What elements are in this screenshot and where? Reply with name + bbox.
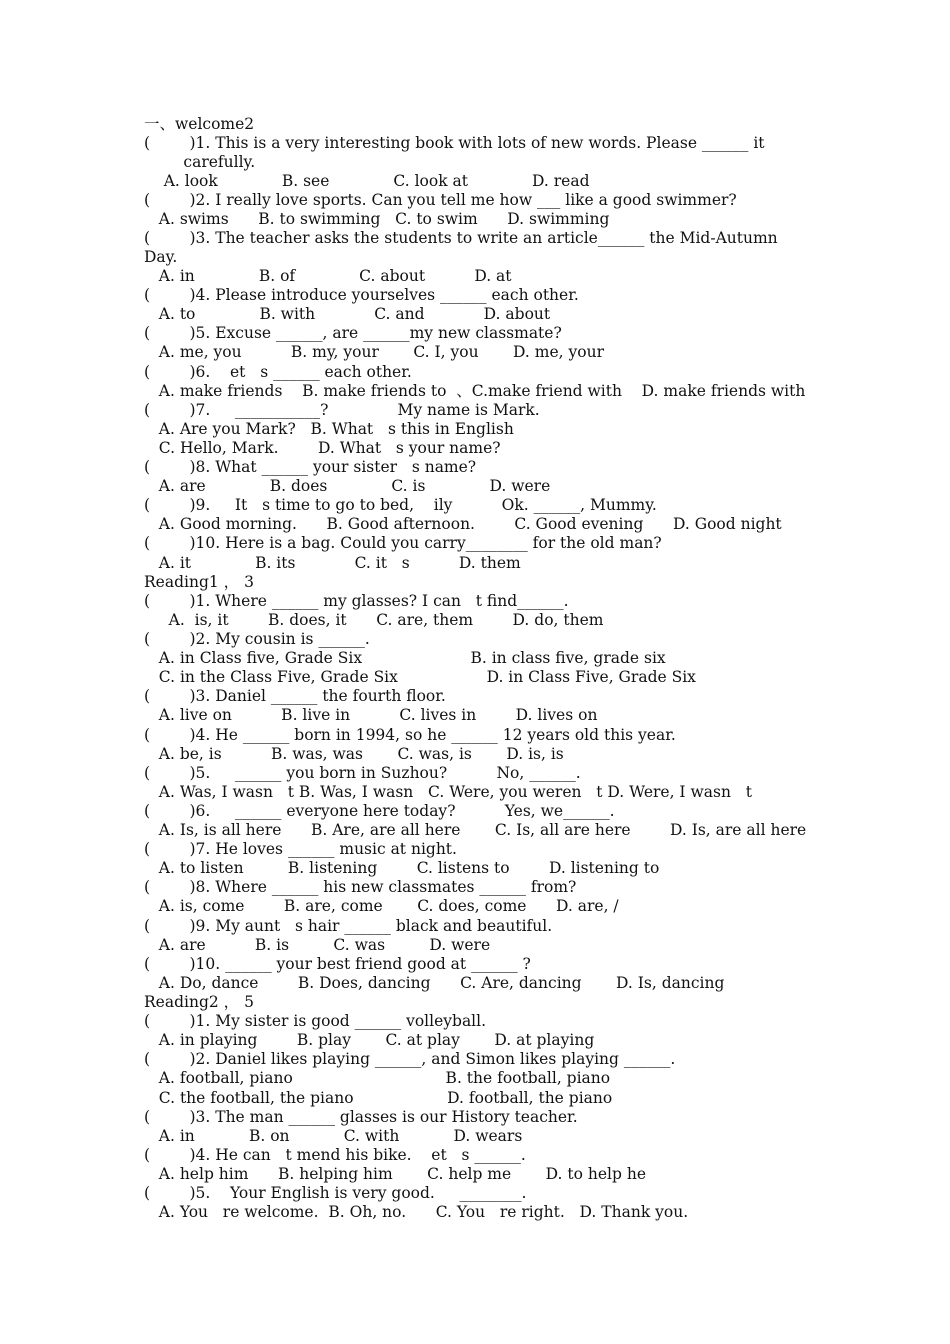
options-line: A. swims B. to swimming C. to swim D. swimming: [144, 210, 610, 228]
question-line: ( )2. Daniel likes playing ______, and Simon likes playing ______.: [144, 1050, 676, 1068]
options-line: A. to B. with C. and D. about: [144, 305, 551, 323]
question-line: ( )5. ______ you born in Suzhou? No, ______.: [144, 764, 581, 782]
question-line: ( )1. This is a very interesting book with lots of new words. Please ______ it: [144, 134, 765, 152]
question-line: ( )9. My aunt s hair ______ black and beautiful.: [144, 917, 553, 935]
options-line: A. Do, dance B. Does, dancing C. Are, dancing D. Is, dancing: [144, 974, 725, 992]
question-line: ( )7. ___________? My name is Mark.: [144, 401, 540, 419]
question-line: ( )3. The man ______ glasses is our History teacher.: [144, 1108, 578, 1126]
options-line: A. Was, I wasn t B. Was, I wasn C. Were, you weren t D. Were, I wasn t: [144, 783, 752, 801]
options-line: A. in B. of C. about D. at: [144, 267, 512, 285]
options-line: A. are B. does C. is D. were: [144, 477, 551, 495]
question-line: ( )10. ______ your best friend good at ______ ?: [144, 955, 531, 973]
options-line: A. is, it B. does, it C. are, them D. do, them: [144, 611, 604, 629]
options-line: A. Is, is all here B. Are, are all here C. Is, all are here D. Is, are all here: [144, 821, 807, 839]
question-line: ( )1. My sister is good ______ volleyball.: [144, 1012, 487, 1030]
options-line: C. Hello, Mark. D. What s your name?: [144, 439, 501, 457]
question-line: ( )4. He ______ born in 1994, so he ______ 12 years old this year.: [144, 726, 676, 744]
options-line: A. Good morning. B. Good afternoon. C. Good evening D. Good night: [144, 515, 782, 533]
options-line: A. help him B. helping him C. help me D. to help he: [144, 1165, 647, 1183]
question-line: carefully.: [144, 153, 256, 171]
question-line: ( )10. Here is a bag. Could you carry________ for the old man?: [144, 534, 662, 552]
options-line: A. be, is B. was, was C. was, is D. is, is: [144, 745, 564, 763]
options-line: A. You re welcome. B. Oh, no. C. You re right. D. Thank you.: [144, 1203, 689, 1221]
question-line: Day.: [144, 248, 178, 266]
question-line: ( )5. Excuse ______, are ______my new classmate?: [144, 324, 562, 342]
question-line: ( )7. He loves ______ music at night.: [144, 840, 457, 858]
options-line: A. football, piano B. the football, piano: [144, 1069, 611, 1087]
options-line: A. in B. on C. with D. wears: [144, 1127, 523, 1145]
options-line: C. the football, the piano D. football, the piano: [144, 1089, 613, 1107]
question-line: ( )2. I really love sports. Can you tell me how ___ like a good swimmer?: [144, 191, 737, 209]
question-line: ( )1. Where ______ my glasses? I can t find______.: [144, 592, 569, 610]
options-line: C. in the Class Five, Grade Six D. in Class Five, Grade Six: [144, 668, 696, 686]
options-line: A. make friends B. make friends to 、C.make friend with D. make friends with: [144, 382, 806, 400]
options-line: A. are B. is C. was D. were: [144, 936, 491, 954]
question-line: ( )3. Daniel ______ the fourth floor.: [144, 687, 446, 705]
section-heading: Reading1 ， 3: [144, 573, 254, 591]
question-line: ( )4. Please introduce yourselves ______ each other.: [144, 286, 579, 304]
question-line: ( )8. Where ______ his new classmates ______ from?: [144, 878, 577, 896]
options-line: A. is, come B. are, come C. does, come D. are, /: [144, 897, 619, 915]
options-line: A. in playing B. play C. at play D. at playing: [144, 1031, 595, 1049]
section-heading: Reading2 ， 5: [144, 993, 254, 1011]
question-line: ( )2. My cousin is ______.: [144, 630, 370, 648]
options-line: A. live on B. live in C. lives in D. lives on: [144, 706, 598, 724]
options-line: A. look B. see C. look at D. read: [144, 172, 590, 190]
question-line: ( )6. ______ everyone here today? Yes, we______.: [144, 802, 615, 820]
options-line: A. to listen B. listening C. listens to D. listening to: [144, 859, 660, 877]
question-line: ( )8. What ______ your sister s name?: [144, 458, 477, 476]
question-line: ( )6. et s ______ each other.: [144, 363, 412, 381]
options-line: A. Are you Mark? B. What s this in English: [144, 420, 514, 438]
options-line: A. it B. its C. it s D. them: [144, 554, 521, 572]
question-line: ( )4. He can t mend his bike. et s ______.: [144, 1146, 526, 1164]
question-line: ( )5. Your English is very good. ________.: [144, 1184, 527, 1202]
question-line: ( )3. The teacher asks the students to write an article______ the Mid-Autumn: [144, 229, 778, 247]
options-line: A. in Class five, Grade Six B. in class five, grade six: [144, 649, 666, 667]
options-line: A. me, you B. my, your C. I, you D. me, your: [144, 343, 604, 361]
question-line: ( )9. It s time to go to bed, ily Ok. ______, Mummy.: [144, 496, 657, 514]
section-heading: 一、welcome2: [144, 115, 255, 133]
